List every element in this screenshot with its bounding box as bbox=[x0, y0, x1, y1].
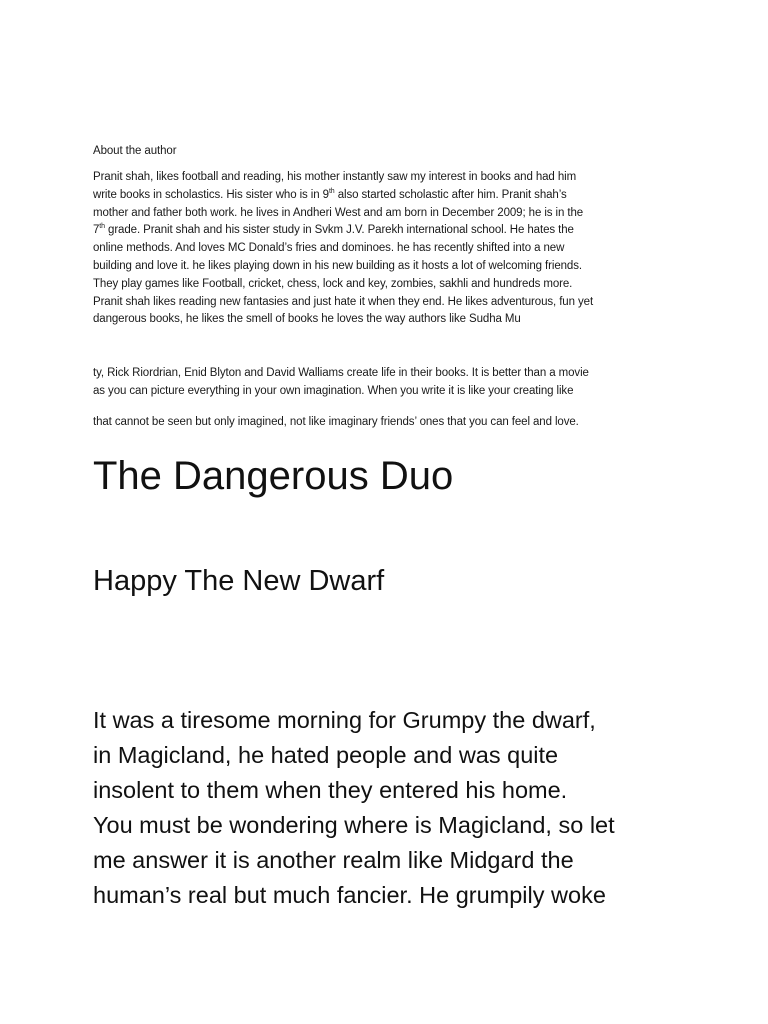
story-line: It was a tiresome morning for Grumpy the dwarf, bbox=[93, 707, 596, 733]
bio-line: Pranit shah likes reading new fantasies and just hate it when they end. He likes adventurous, fun yet bbox=[93, 295, 594, 308]
superscript: th bbox=[328, 187, 335, 195]
bio-line-text: also started scholastic after him. Pranit shah’s bbox=[334, 188, 567, 201]
bio-line bbox=[93, 222, 683, 240]
about-the-author-heading: About the author bbox=[93, 145, 177, 157]
bio-line: They play games like Football, cricket, chess, lock and key, zombies, sakhli and hundreds more. bbox=[93, 277, 573, 290]
bio-line: online methods. And loves MC Donald’s fries and dominoes. he has recently shifted into a new bbox=[93, 242, 565, 255]
bio-line: Pranit shah, likes football and reading, his mother instantly saw my interest in books and had him bbox=[93, 171, 577, 183]
bio-line-text: grade. Pranit shah and his sister study in Svkm J.V. Parekh international school. He hates the bbox=[104, 224, 574, 237]
bio-line bbox=[93, 187, 683, 205]
author-bio-paragraph-final bbox=[93, 414, 683, 432]
bio-line-text: 7 bbox=[93, 224, 100, 237]
bio-line: that cannot be seen but only imagined, not like imaginary friends’ ones that you can feel and love. bbox=[93, 416, 579, 428]
author-bio-paragraph bbox=[93, 169, 683, 329]
superscript: th bbox=[99, 223, 105, 231]
story-text bbox=[93, 703, 615, 913]
bio-line: mother and father both work. he lives in Andheri West and am born in December 2009; he is in the bbox=[93, 206, 584, 219]
bio-line: as you can picture everything in your own imagination. When you write it is like your creating like bbox=[93, 384, 574, 397]
book-title: The Dangerous Duo bbox=[93, 454, 454, 498]
story-line: me answer it is another realm like Midgard the bbox=[93, 847, 574, 873]
story-line: in Magicland, he hated people and was quite bbox=[93, 742, 559, 768]
story-line: human’s real but much fancier. He grumpily woke bbox=[93, 882, 606, 908]
bio-line-text: write books in scholastics. His sister who is in 9 bbox=[93, 188, 329, 201]
story-line: You must be wondering where is Magicland, so let bbox=[93, 812, 615, 838]
bio-line: building and love it. he likes playing down in his new building as it hosts a lot of welcoming friends. bbox=[93, 259, 582, 272]
author-bio-paragraph-continued bbox=[93, 365, 683, 401]
chapter-title: Happy The New Dwarf bbox=[93, 565, 385, 597]
story-line: insolent to them when they entered his home. bbox=[93, 777, 568, 803]
bio-line: dangerous books, he likes the smell of books he loves the way authors like Sudha Mu bbox=[93, 313, 521, 326]
bio-line: ty, Rick Riordrian, Enid Blyton and David Walliams create life in their books. It is better than a movie bbox=[93, 367, 589, 379]
